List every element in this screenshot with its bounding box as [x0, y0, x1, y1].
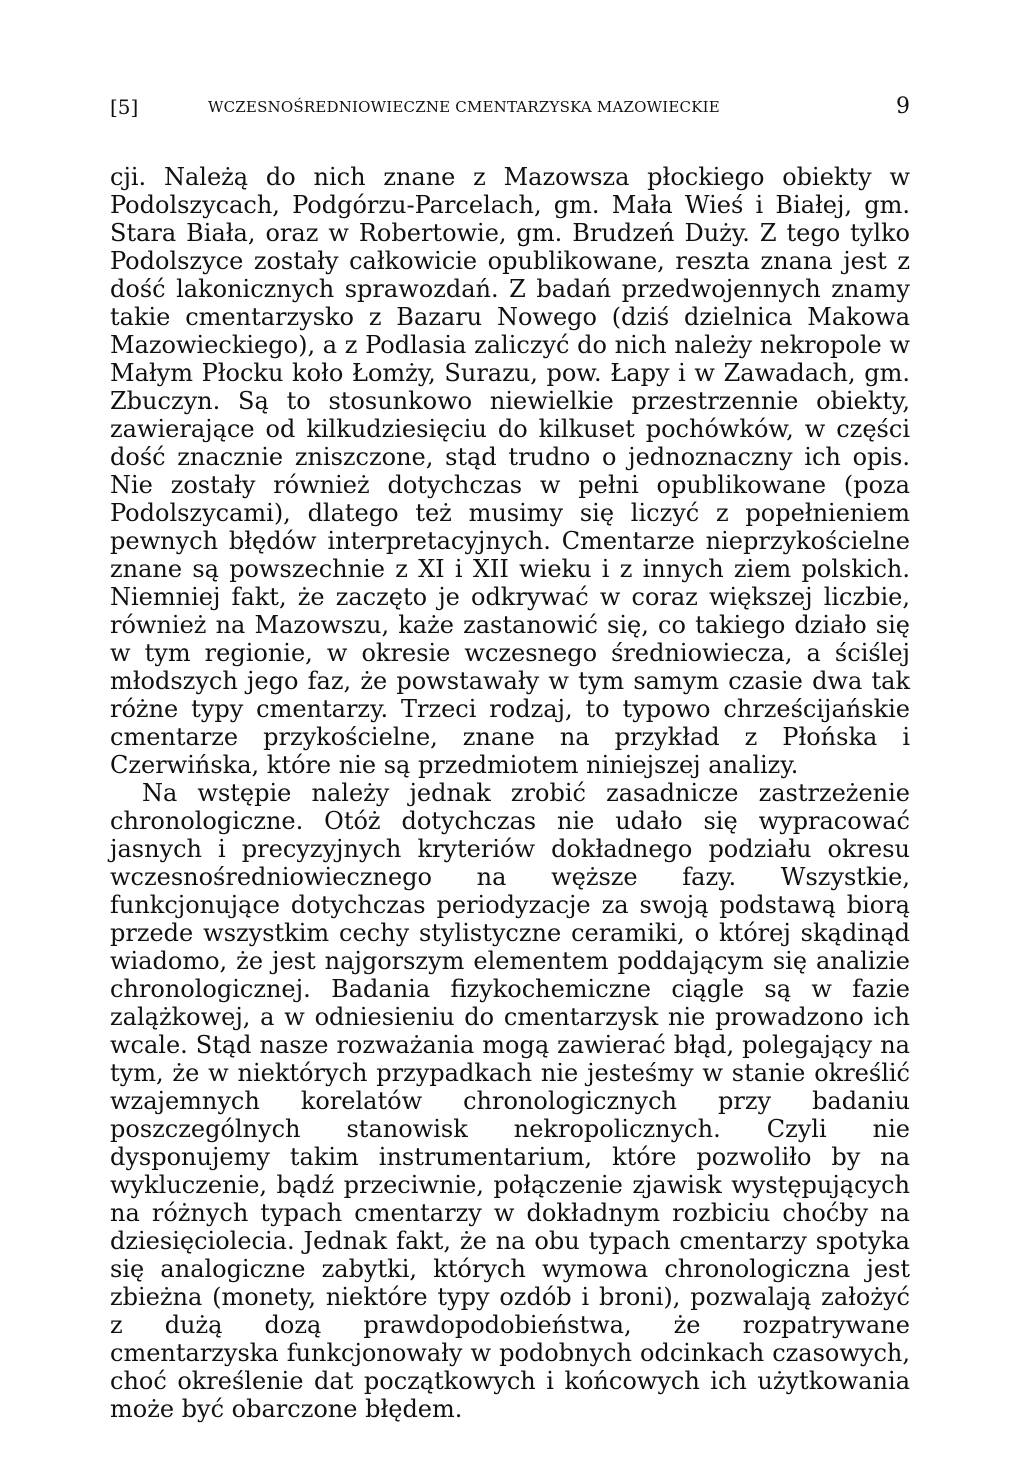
page-number: 9: [896, 94, 910, 119]
running-title: WCZESNOŚREDNIOWIECZNE CMENTARZYSKA MAZOWIECKIE: [208, 98, 720, 116]
paragraph-continued: cji. Należą do nich znane z Mazowsza płockiego obiekty w Podolszycach, Podgórzu-Parcelach, gm. Mała Wieś i Białej, gm. Stara Biała, oraz w Robertowie, gm. Brudzeń Duży. Z tego tylko Podolszyce zostały całkowicie opublikowane, reszta znana jest z dość lakonicznych sprawozdań. Z badań przedwojennych znamy takie cmentarzysko z Bazaru Nowego (dziś dzielnica Makowa Mazowieckiego), a z Podlasia zaliczyć do nich należy nekropole w Małym Płocku koło Łomży, Surazu, pow. Łapy i w Zawadach, gm. Zbuczyn. Są to stosunkowo niewielkie przestrzennie obiekty, zawierające od kilkudziesięciu do kilkuset pochówków, w części dość znacznie zniszczone, stąd trudno o jednoznaczny ich opis. Nie zostały również dotychczas w pełni opublikowane (poza Podolszycami), dlatego też musimy się liczyć z popełnieniem pewnych błędów interpretacyjnych. Cmentarze nieprzykościelne znane są powszechnie z XI i XII wieku i z innych ziem polskich. Niemniej fakt, że zaczęto je odkrywać w coraz większej liczbie, również na Mazowszu, każe zastanowić się, co takiego działo się w tym regionie, w okresie wczesnego średniowiecza, a ściślej młodszych jego faz, że powstawały w tym samym czasie dwa tak różne typy cmentarzy. Trzeci rodzaj, to typowo chrześcijańskie cmentarze przykościelne, znane na przykład z Płońska i Czerwińska, które nie są przedmiotem niniejszej analizy.: [110, 163, 910, 779]
running-header: [110, 95, 910, 125]
body-text: [110, 163, 910, 1423]
paragraph-chronology: Na wstępie należy jednak zrobić zasadnicze zastrzeżenie chronologiczne. Otóż dotychczas nie udało się wypracować jasnych i precyzyjnych kryteriów dokładnego podziału okresu wczesnośredniowiecznego na węższe fazy. Wszystkie, funkcjonujące dotychczas periodyzacje za swoją podstawą biorą przede wszystkim cechy stylistyczne ceramiki, o której skądinąd wiadomo, że jest najgorszym elementem poddającym się analizie chronologicznej. Badania fizykochemiczne ciągle są w fazie zalążkowej, a w odniesieniu do cmentarzysk nie prowadzono ich wcale. Stąd nasze rozważania mogą zawierać błąd, polegający na tym, że w niektórych przypadkach nie jesteśmy w stanie określić wzajemnych korelatów chronologicznych przy badaniu poszczególnych stanowisk nekropolicznych. Czyli nie dysponujemy takim instrumentarium, które pozwoliło by na wykluczenie, bądź przeciwnie, połączenie zjawisk występujących na różnych typach cmentarzy w dokładnym rozbiciu choćby na dziesięciolecia. Jednak fakt, że na obu typach cmentarzy spotyka się analogiczne zabytki, których wymowa chronologiczna jest zbieżna (monety, niektóre typy ozdób i broni), pozwalają założyć z dużą dozą prawdopodobieństwa, że rozpatrywane cmentarzyska funkcjonowały w podobnych odcinkach czasowych, choć określenie dat początkowych i końcowych ich użytkowania może być obarczone błędem.: [110, 779, 910, 1423]
section-number: [5]: [110, 95, 139, 119]
